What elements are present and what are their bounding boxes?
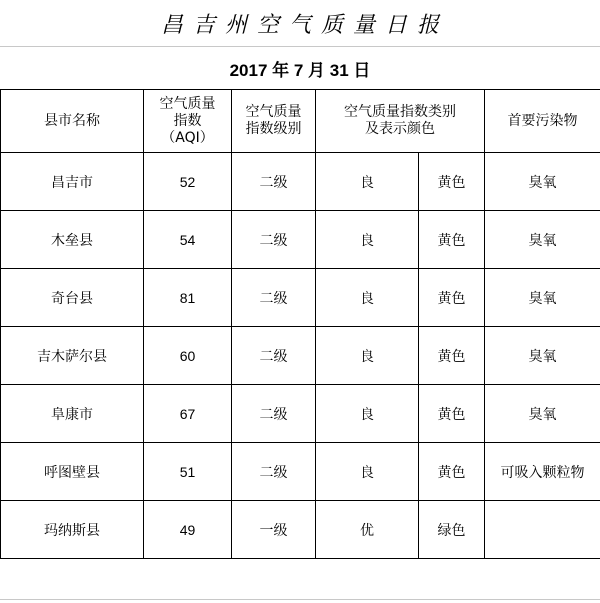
table-row [1, 153, 600, 211]
cell-category: 优 [316, 501, 419, 559]
cell-level: 二级 [232, 153, 316, 211]
table-row [1, 269, 600, 327]
cell-city: 玛纳斯县 [1, 501, 144, 559]
header-aqi-line2: 指数 [173, 112, 202, 129]
cell-pollutant: 臭氧 [485, 327, 600, 385]
cell-category: 良 [316, 385, 419, 443]
header-level-line2: 指数级别 [245, 121, 302, 137]
cell-aqi: 81 [144, 269, 232, 327]
cell-category: 良 [316, 211, 419, 269]
table-row [1, 501, 600, 559]
page-title: 昌吉州空气质量日报 [160, 12, 449, 38]
cell-pollutant: 臭氧 [485, 153, 600, 211]
cell-aqi: 60 [144, 327, 232, 385]
header-pollutant: 首要污染物 [485, 90, 600, 153]
cell-color: 黄色 [419, 269, 485, 327]
cell-city: 阜康市 [1, 385, 144, 443]
cell-pollutant: 可吸入颗粒物 [485, 443, 600, 501]
cell-color: 黄色 [419, 385, 485, 443]
cell-level: 一级 [232, 501, 316, 559]
cell-category: 良 [316, 443, 419, 501]
cell-level: 二级 [232, 327, 316, 385]
cell-level: 二级 [232, 211, 316, 269]
cell-level: 二级 [232, 443, 316, 501]
table-row [1, 211, 600, 269]
cell-aqi: 52 [144, 153, 232, 211]
cell-city: 木垒县 [1, 211, 144, 269]
cell-city: 奇台县 [1, 269, 144, 327]
table-row [1, 443, 600, 501]
cell-pollutant [485, 501, 600, 559]
cell-category: 良 [316, 327, 419, 385]
header-aqi [144, 90, 232, 153]
cell-category: 良 [316, 153, 419, 211]
cell-city: 呼图壁县 [1, 443, 144, 501]
header-level [232, 90, 316, 153]
cell-pollutant: 臭氧 [485, 211, 600, 269]
cell-color: 绿色 [419, 501, 485, 559]
cell-level: 二级 [232, 269, 316, 327]
header-level-line1: 空气质量 [245, 104, 302, 120]
cell-aqi: 51 [144, 443, 232, 501]
cell-color: 黄色 [419, 327, 485, 385]
cell-aqi: 67 [144, 385, 232, 443]
cell-color: 黄色 [419, 211, 485, 269]
header-category-line1: 空气质量指数类别 [344, 104, 456, 120]
title-row [0, 0, 600, 47]
cell-pollutant: 臭氧 [485, 385, 600, 443]
cell-category: 良 [316, 269, 419, 327]
cell-color: 黄色 [419, 443, 485, 501]
cell-aqi: 54 [144, 211, 232, 269]
header-category-line2: 及表示颜色 [365, 121, 435, 137]
cell-city: 昌吉市 [1, 153, 144, 211]
cell-level: 二级 [232, 385, 316, 443]
cell-aqi: 49 [144, 501, 232, 559]
header-aqi-line3: （AQI） [161, 129, 214, 146]
date-row [0, 47, 600, 89]
cell-color: 黄色 [419, 153, 485, 211]
header-aqi-line1: 空气质量 [159, 95, 216, 112]
aqi-table [0, 89, 600, 559]
bottom-gridline [0, 599, 600, 600]
table-row [1, 327, 600, 385]
header-category [316, 90, 485, 153]
report-date: 2017 年 7 月 31 日 [229, 60, 371, 80]
cell-pollutant: 臭氧 [485, 269, 600, 327]
header-city: 县市名称 [1, 90, 144, 153]
table-header-row [1, 90, 600, 153]
cell-city: 吉木萨尔县 [1, 327, 144, 385]
table-row [1, 385, 600, 443]
